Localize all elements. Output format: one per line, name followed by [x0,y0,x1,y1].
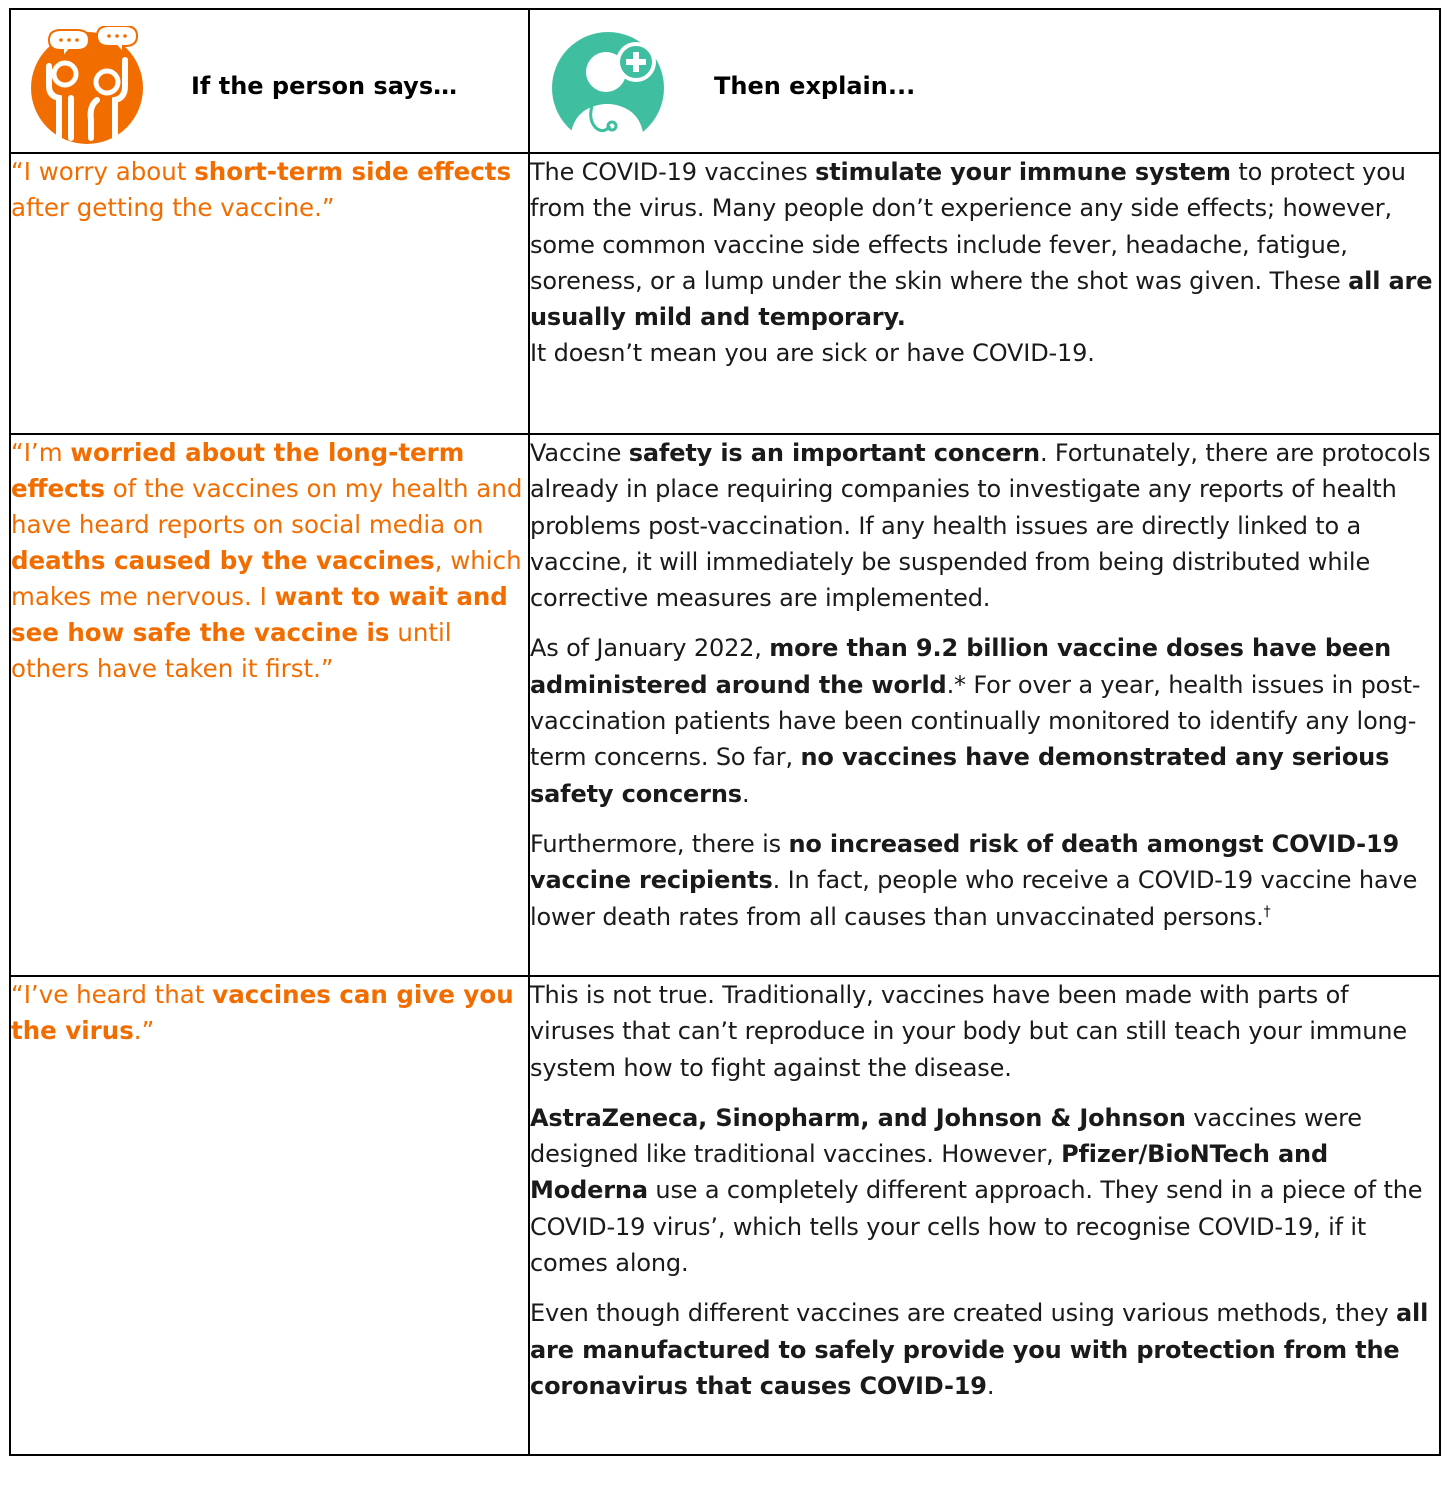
paragraph [530,826,1439,935]
emphasis-text: short-term side effects [194,157,512,186]
body-text: It doesn’t mean you are sick or have COVID-19. [530,339,1095,368]
explain-text [530,435,1439,935]
header-label-say: If the person says… [191,72,458,100]
body-text: .* For over a year, health issues in post-vaccination patients have been continually monitored to identify any long-term concerns. So far, [530,670,1421,772]
body-text: “I worry about [11,157,195,186]
qa-table [9,8,1441,1456]
paragraph [530,154,1439,372]
emphasis-text: vaccines can give you the virus [11,980,514,1045]
body-text: .” [133,1016,155,1045]
emphasis-text: worried about the long-term effects [11,438,465,503]
body-text: to protect you from the virus. Many people don’t experience any side effects; however, some common vaccine side effects include fever, headache, fatigue, soreness, or a lump under the skin where the shot was given. These [530,158,1406,295]
body-text: , which makes me nervous. I [11,546,522,611]
body-text: The COVID-19 vaccines [530,158,816,186]
emphasis-text: safety is an important concern [628,439,1040,467]
emphasis-text: no vaccines have demonstrated any serious safety concerns [530,743,1390,808]
body-text: Furthermore, there is [530,829,789,858]
header-label-explain: Then explain... [714,72,916,100]
body-text: . [986,1371,995,1400]
paragraph [530,977,1439,1086]
emphasis-text: stimulate your immune system [815,158,1231,186]
say-text [11,154,528,226]
table-row [10,976,1440,1455]
emphasis-text: Pfizer/BioNTech and Moderna [530,1140,1329,1205]
paragraph [530,1100,1439,1281]
say-cell [10,976,529,1455]
paragraph [530,1295,1439,1404]
body-text: “I’m [11,438,71,467]
body-text: after getting the vaccine.” [11,193,335,222]
explain-cell [529,153,1440,434]
say-text [11,435,528,687]
say-cell [10,153,529,434]
emphasis-text: all are manufactured to safely provide you with protection from the coronavirus that causes COVID-19 [530,1299,1429,1400]
body-text: vaccines were designed like traditional vaccines. However, [530,1103,1362,1169]
body-text: use a completely different approach. They send in a piece of the COVID-19 virus’, which tells your cells how to recognise COVID-19, if it comes along. [530,1176,1423,1278]
header-row [10,9,1440,153]
emphasis-text: no increased risk of death amongst COVID-19 vaccine recipients [530,829,1400,895]
table-row [10,153,1440,434]
footnote-mark: † [1263,903,1271,920]
say-cell [10,434,529,976]
explain-cell [529,434,1440,976]
body-text: . Fortunately, there are protocols already in place requiring companies to investigate any reports of health problems post-vaccination. If any health issues are directly linked to a vaccine, it will immediately be suspended from being distributed while corrective measures are implemented. [530,439,1431,613]
header-cell-say [10,9,529,153]
body-text: As of January 2022, [530,634,770,663]
emphasis-text: want to wait and see how safe the vaccine is [11,582,508,647]
header-cell-explain [529,9,1440,153]
body-text: Even though different vaccines are created using various methods, they [530,1299,1396,1328]
emphasis-text: all are usually mild and temporary. [530,266,1433,332]
body-text: Vaccine [530,439,629,467]
emphasis-text: more than 9.2 billion vaccine doses have been administered around the world [530,634,1392,699]
paragraph [530,435,1439,616]
body-text: “I’ve heard that [11,980,213,1009]
body-text: until others have taken it first.” [11,618,452,683]
doctor-plus-icon [548,26,668,146]
body-text: This is not true. Traditionally, vaccines have been made with parts of viruses that can’t reproduce in your body but can still teach your immune system how to fight against the disease. [530,981,1407,1082]
explain-text [530,154,1439,372]
say-text [11,977,528,1049]
body-text: of the vaccines on my health and have heard reports on social media on [11,474,523,539]
explain-text [530,977,1439,1404]
emphasis-text: deaths caused by the vaccines [11,546,435,575]
explain-cell [529,976,1440,1455]
people-talking-icon [27,26,147,146]
body-text: . In fact, people who receive a COVID-19 vaccine have lower death rates from all causes than unvaccinated persons. [530,866,1418,931]
paragraph [530,630,1439,811]
table-row [10,434,1440,976]
body-text: . [741,779,750,808]
emphasis-text: AstraZeneca, Sinopharm, and Johnson & Johnson [530,1103,1186,1132]
